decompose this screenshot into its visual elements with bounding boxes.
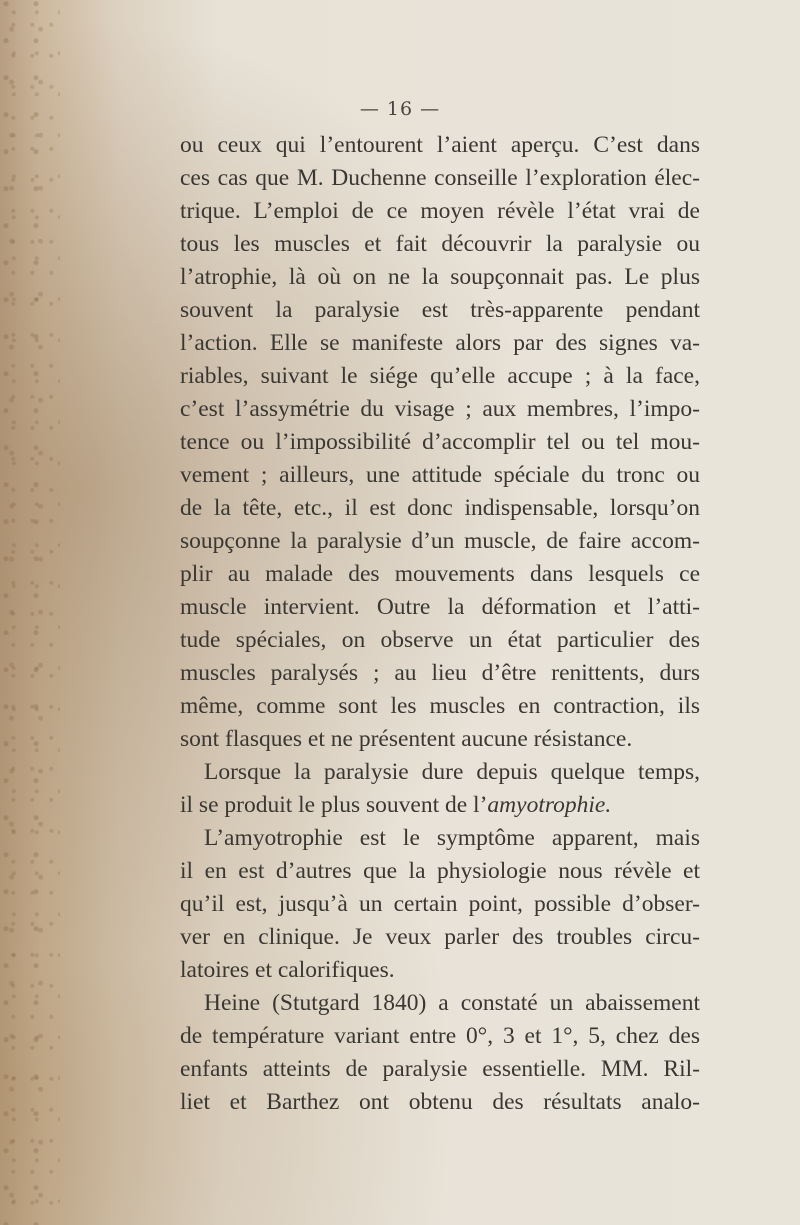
text-line: il en est d’autres que la physiologie nous révèle et	[180, 858, 700, 884]
text-line: muscle intervient. Outre la déformation et l’atti-	[180, 594, 700, 620]
text-line: riables, suivant le siége qu’elle accupe ; à la face,	[180, 363, 700, 389]
text-line: souvent la paralysie est très-apparente pendant	[180, 297, 700, 323]
text-line: l’action. Elle se manifeste alors par des signes va-	[180, 330, 700, 356]
text-line: liet et Barthez ont obtenu des résultats analo-	[180, 1089, 700, 1115]
text-line: soupçonne la paralysie d’un muscle, de faire accom-	[180, 528, 700, 554]
text-line: ces cas que M. Duchenne conseille l’exploration élec-	[180, 165, 700, 191]
body-text	[180, 129, 700, 1119]
text-line: de la tête, etc., il est donc indispensable, lorsqu’on	[180, 495, 700, 521]
page-number: — 16 —	[359, 98, 441, 120]
text-segment: il se produit le plus souvent de l’	[180, 792, 488, 818]
text-line	[180, 789, 700, 822]
italic-term: amyotrophie.	[487, 792, 612, 818]
text-line: L’amyotrophie est le symptôme apparent, mais	[204, 825, 700, 851]
page-edge-stain	[0, 0, 60, 1225]
text-line: plir au malade des mouvements dans lesquels ce	[180, 561, 700, 587]
text-line: trique. L’emploi de ce moyen révèle l’état vrai de	[180, 198, 700, 224]
text-line: sont flasques et ne présentent aucune résistance.	[180, 726, 633, 752]
text-line: Heine (Stutgard 1840) a constaté un abaissement	[204, 990, 700, 1016]
text-line: tence ou l’impossibilité d’accomplir tel ou tel mou-	[180, 429, 700, 455]
text-line: même, comme sont les muscles en contraction, ils	[180, 693, 700, 719]
text-line: c’est l’assymétrie du visage ; aux membres, l’impo-	[180, 396, 700, 422]
text-line: tous les muscles et fait découvrir la paralysie ou	[180, 231, 700, 257]
text-line: vement ; ailleurs, une attitude spéciale du tronc ou	[180, 462, 700, 488]
text-line: tude spéciales, on observe un état particulier des	[180, 627, 700, 653]
text-line: enfants atteints de paralysie essentielle. MM. Ril-	[180, 1056, 700, 1082]
text-line: ou ceux qui l’entourent l’aient aperçu. C’est dans	[180, 132, 700, 158]
text-line: de température variant entre 0°, 3 et 1°, 5, chez des	[180, 1023, 700, 1049]
text-line: qu’il est, jusqu’à un certain point, possible d’obser-	[180, 891, 700, 917]
text-line: ver en clinique. Je veux parler des troubles circu-	[180, 924, 700, 950]
text-line: Lorsque la paralysie dure depuis quelque temps,	[204, 759, 700, 785]
text-line: muscles paralysés ; au lieu d’être renittents, durs	[180, 660, 700, 686]
text-line: l’atrophie, là où on ne la soupçonnait pas. Le plus	[180, 264, 700, 290]
text-line: latoires et calorifiques.	[180, 957, 395, 983]
